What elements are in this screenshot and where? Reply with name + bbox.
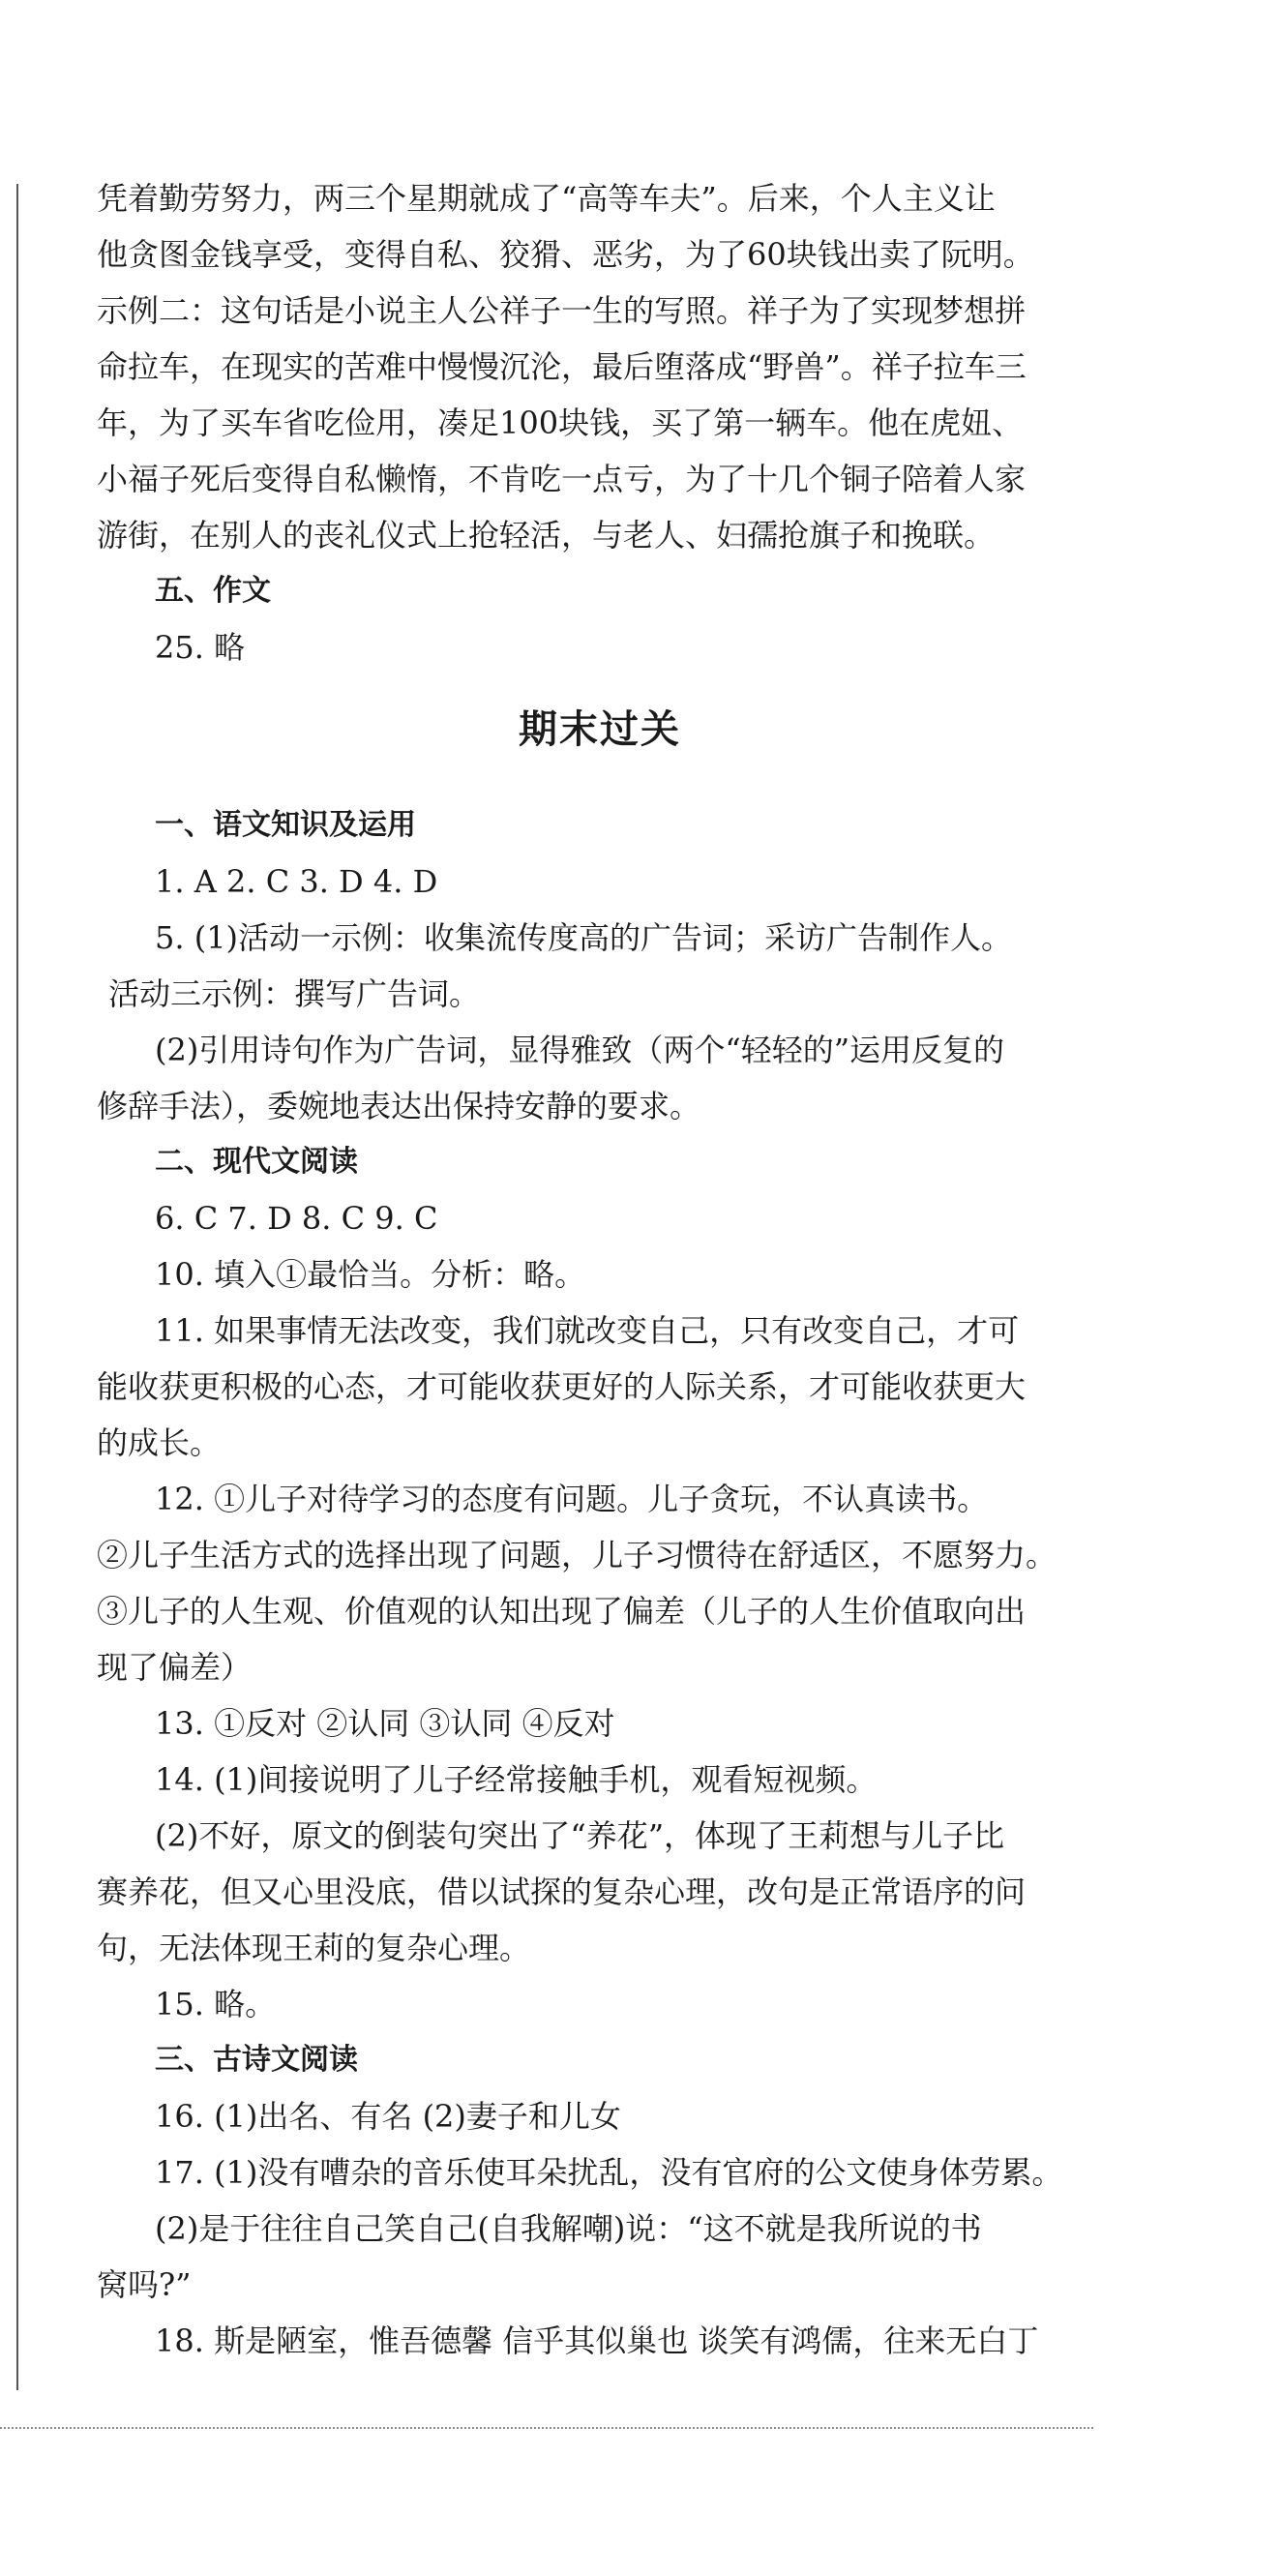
answer-17-line: 窝吗?” [97,2266,192,2303]
answer-13: 13. ①反对 ②认同 ③认同 ④反对 [155,1705,615,1742]
answer-15: 15. 略。 [155,1986,277,2022]
answer-6-9: 6. C 7. D 8. C 9. C [155,1200,438,1237]
answer-5-line: (2)引用诗句作为广告词，显得雅致（两个“轻轻的”运用反复的 [155,1032,1005,1068]
text-line: 凭着勤劳努力，两三个星期就成了“高等车夫”。后来，个人主义让 [97,180,996,217]
answer-12-line: ②儿子生活方式的选择出现了问题，儿子习惯待在舒适区，不愿努力。 [97,1537,1058,1573]
answer-11-line: 的成长。 [97,1424,222,1461]
answer-14-line: 赛养花，但又心里没底，借以试探的复杂心理，改句是正常语序的问 [97,1873,1027,1910]
answer-14-line: 句，无法体现王莉的复杂心理。 [97,1930,531,1966]
answer-12-line: 现了偏差） [97,1649,253,1686]
text-line: 示例二：这句话是小说主人公祥子一生的写照。祥子为了实现梦想拼 [97,292,1027,329]
text-line: 他贪图金钱享受，变得自私、狡猾、恶劣，为了60块钱出卖了阮明。 [97,236,1034,273]
answer-14-line: 14. (1)间接说明了儿子经常接触手机，观看短视频。 [155,1761,878,1798]
text-line: 小福子死后变得自私懒惰，不肯吃一点亏，为了十几个铜子陪着人家 [97,461,1027,497]
answer-18: 18. 斯是陋室，惟吾德馨 信乎其似巢也 谈笑有鸿儒，往来无白丁 [155,2322,1039,2359]
answer-17-line: (2)是于往往自己笑自己(自我解嘲)说：“这不就是我所说的书 [155,2210,982,2247]
section-heading-modern-reading: 二、现代文阅读 [155,1145,358,1179]
text-line: 年，为了买车省吃俭用，凑足100块钱，买了第一辆车。他在虎妞、 [97,404,1024,441]
answer-5-line: 5. (1)活动一示例：收集流传度高的广告词；采访广告制作人。 [155,919,1013,956]
answer-11-line: 能收获更积极的心态，才可能收获更好的人际关系，才可能收获更大 [97,1368,1027,1405]
answer-10: 10. 填入①最恰当。分析：略。 [155,1256,586,1293]
left-margin-rule [16,184,18,2390]
text-line: 命拉车，在现实的苦难中慢慢沉沦，最后堕落成“野兽”。祥子拉车三 [97,348,1027,385]
section-heading-language: 一、语文知识及运用 [155,808,416,842]
bottom-dotted-divider [0,2427,1093,2429]
answer-5-line: 活动三示例：撰写广告词。 [108,975,481,1012]
answer-12-line: ③儿子的人生观、价值观的认知出现了偏差（儿子的人生价值取向出 [97,1593,1027,1630]
section-heading-classical-reading: 三、古诗文阅读 [155,2043,358,2077]
answer-1-4: 1. A 2. C 3. D 4. D [155,863,438,900]
answer-12-line: 12. ①儿子对待学习的态度有问题。儿子贪玩，不认真读书。 [155,1481,989,1517]
text-line: 游街，在别人的丧礼仪式上抢轻活，与老人、妇孺抢旗子和挽联。 [97,517,996,554]
section-heading-essay: 五、作文 [155,574,271,608]
answer-16: 16. (1)出名、有名 (2)妻子和儿女 [155,2098,621,2135]
answer-5-line: 修辞手法），委婉地表达出保持安静的要求。 [97,1088,701,1124]
answer-25: 25. 略 [155,629,246,666]
answer-14-line: (2)不好，原文的倒装句突出了“养花”，体现了王莉想与儿子比 [155,1817,1005,1854]
answer-17-line: 17. (1)没有嘈杂的音乐使耳朵扰乱，没有官府的公文使身体劳累。 [155,2154,1063,2191]
answer-content [97,170,1103,2369]
answer-11-line: 11. 如果事情无法改变，我们就改变自己，只有改变自己，才可 [155,1312,1020,1349]
page-title: 期末过关 [519,707,681,752]
